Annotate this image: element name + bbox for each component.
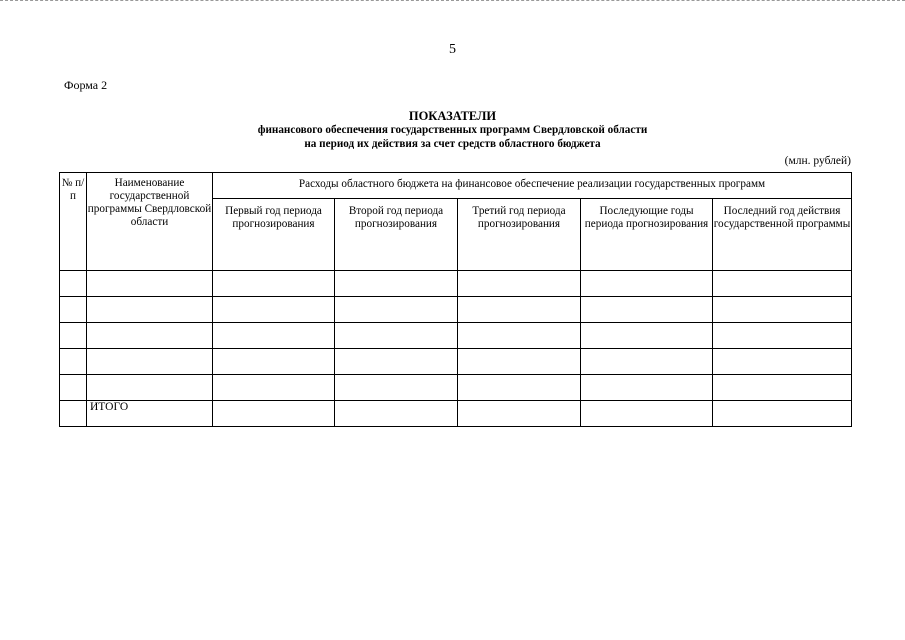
table-cell (581, 401, 713, 427)
table-cell (458, 401, 581, 427)
column-header-number: № п/п (60, 173, 87, 271)
title-line-1: финансового обеспечения государственных программ Свердловской области (257, 124, 648, 136)
table-row (60, 349, 852, 375)
table-row (60, 297, 852, 323)
table-cell (713, 401, 852, 427)
page-top-edge (0, 0, 905, 2)
table-cell (60, 401, 87, 427)
table-cell (335, 271, 458, 297)
table-total-row (60, 401, 852, 427)
table-cell (581, 375, 713, 401)
table-cell (213, 375, 335, 401)
title-line-2: на период их действия за счет средств областного бюджета (304, 138, 601, 150)
table-row (60, 375, 852, 401)
table-cell (335, 401, 458, 427)
table-cell (213, 297, 335, 323)
title-main: ПОКАЗАТЕЛИ (408, 109, 497, 123)
table-cell (713, 297, 852, 323)
table-cell (87, 297, 213, 323)
table-cell (87, 349, 213, 375)
table-cell (713, 323, 852, 349)
table-cell (60, 375, 87, 401)
table-cell (60, 271, 87, 297)
column-header-second-year: Второй год периода прогнозирования (335, 199, 458, 271)
table-cell (713, 349, 852, 375)
table-cell (581, 323, 713, 349)
table-cell (87, 375, 213, 401)
table-cell (213, 401, 335, 427)
table-cell (713, 271, 852, 297)
table-cell (458, 271, 581, 297)
table-cell (335, 297, 458, 323)
table-cell (60, 323, 87, 349)
total-label: ИТОГО (87, 401, 213, 427)
table-cell (87, 323, 213, 349)
document-title (0, 109, 905, 151)
table-row (60, 323, 852, 349)
table-cell (87, 271, 213, 297)
table-cell (213, 349, 335, 375)
table-cell (458, 349, 581, 375)
table-cell (60, 349, 87, 375)
table-row (60, 271, 852, 297)
table-cell (60, 297, 87, 323)
table-cell (713, 375, 852, 401)
units-label: (млн. рублей) (784, 155, 851, 167)
table-cell (335, 375, 458, 401)
table-cell (335, 349, 458, 375)
table-cell (458, 297, 581, 323)
table-cell (335, 323, 458, 349)
column-header-subsequent-years: Последующие годы периода прогнозирования (581, 199, 713, 271)
column-header-first-year: Первый год периода прогнозирования (213, 199, 335, 271)
table-header-row-1 (60, 173, 852, 199)
column-group-header-expenses: Расходы областного бюджета на финансовое обеспечение реализации государственных программ (213, 173, 852, 199)
table-cell (458, 375, 581, 401)
table-cell (213, 323, 335, 349)
financing-indicators-table (59, 172, 852, 427)
table-cell (458, 323, 581, 349)
table-cell (581, 349, 713, 375)
table-cell (581, 271, 713, 297)
table-cell (213, 271, 335, 297)
page-number: 5 (449, 42, 456, 57)
column-header-last-program-year: Последний год действия государственной программы (713, 199, 852, 271)
column-header-third-year: Третий год периода прогнозирования (458, 199, 581, 271)
column-header-program-name: Наименование государственной программы Свердловской области (87, 173, 213, 271)
form-label: Форма 2 (64, 78, 108, 92)
table-cell (581, 297, 713, 323)
